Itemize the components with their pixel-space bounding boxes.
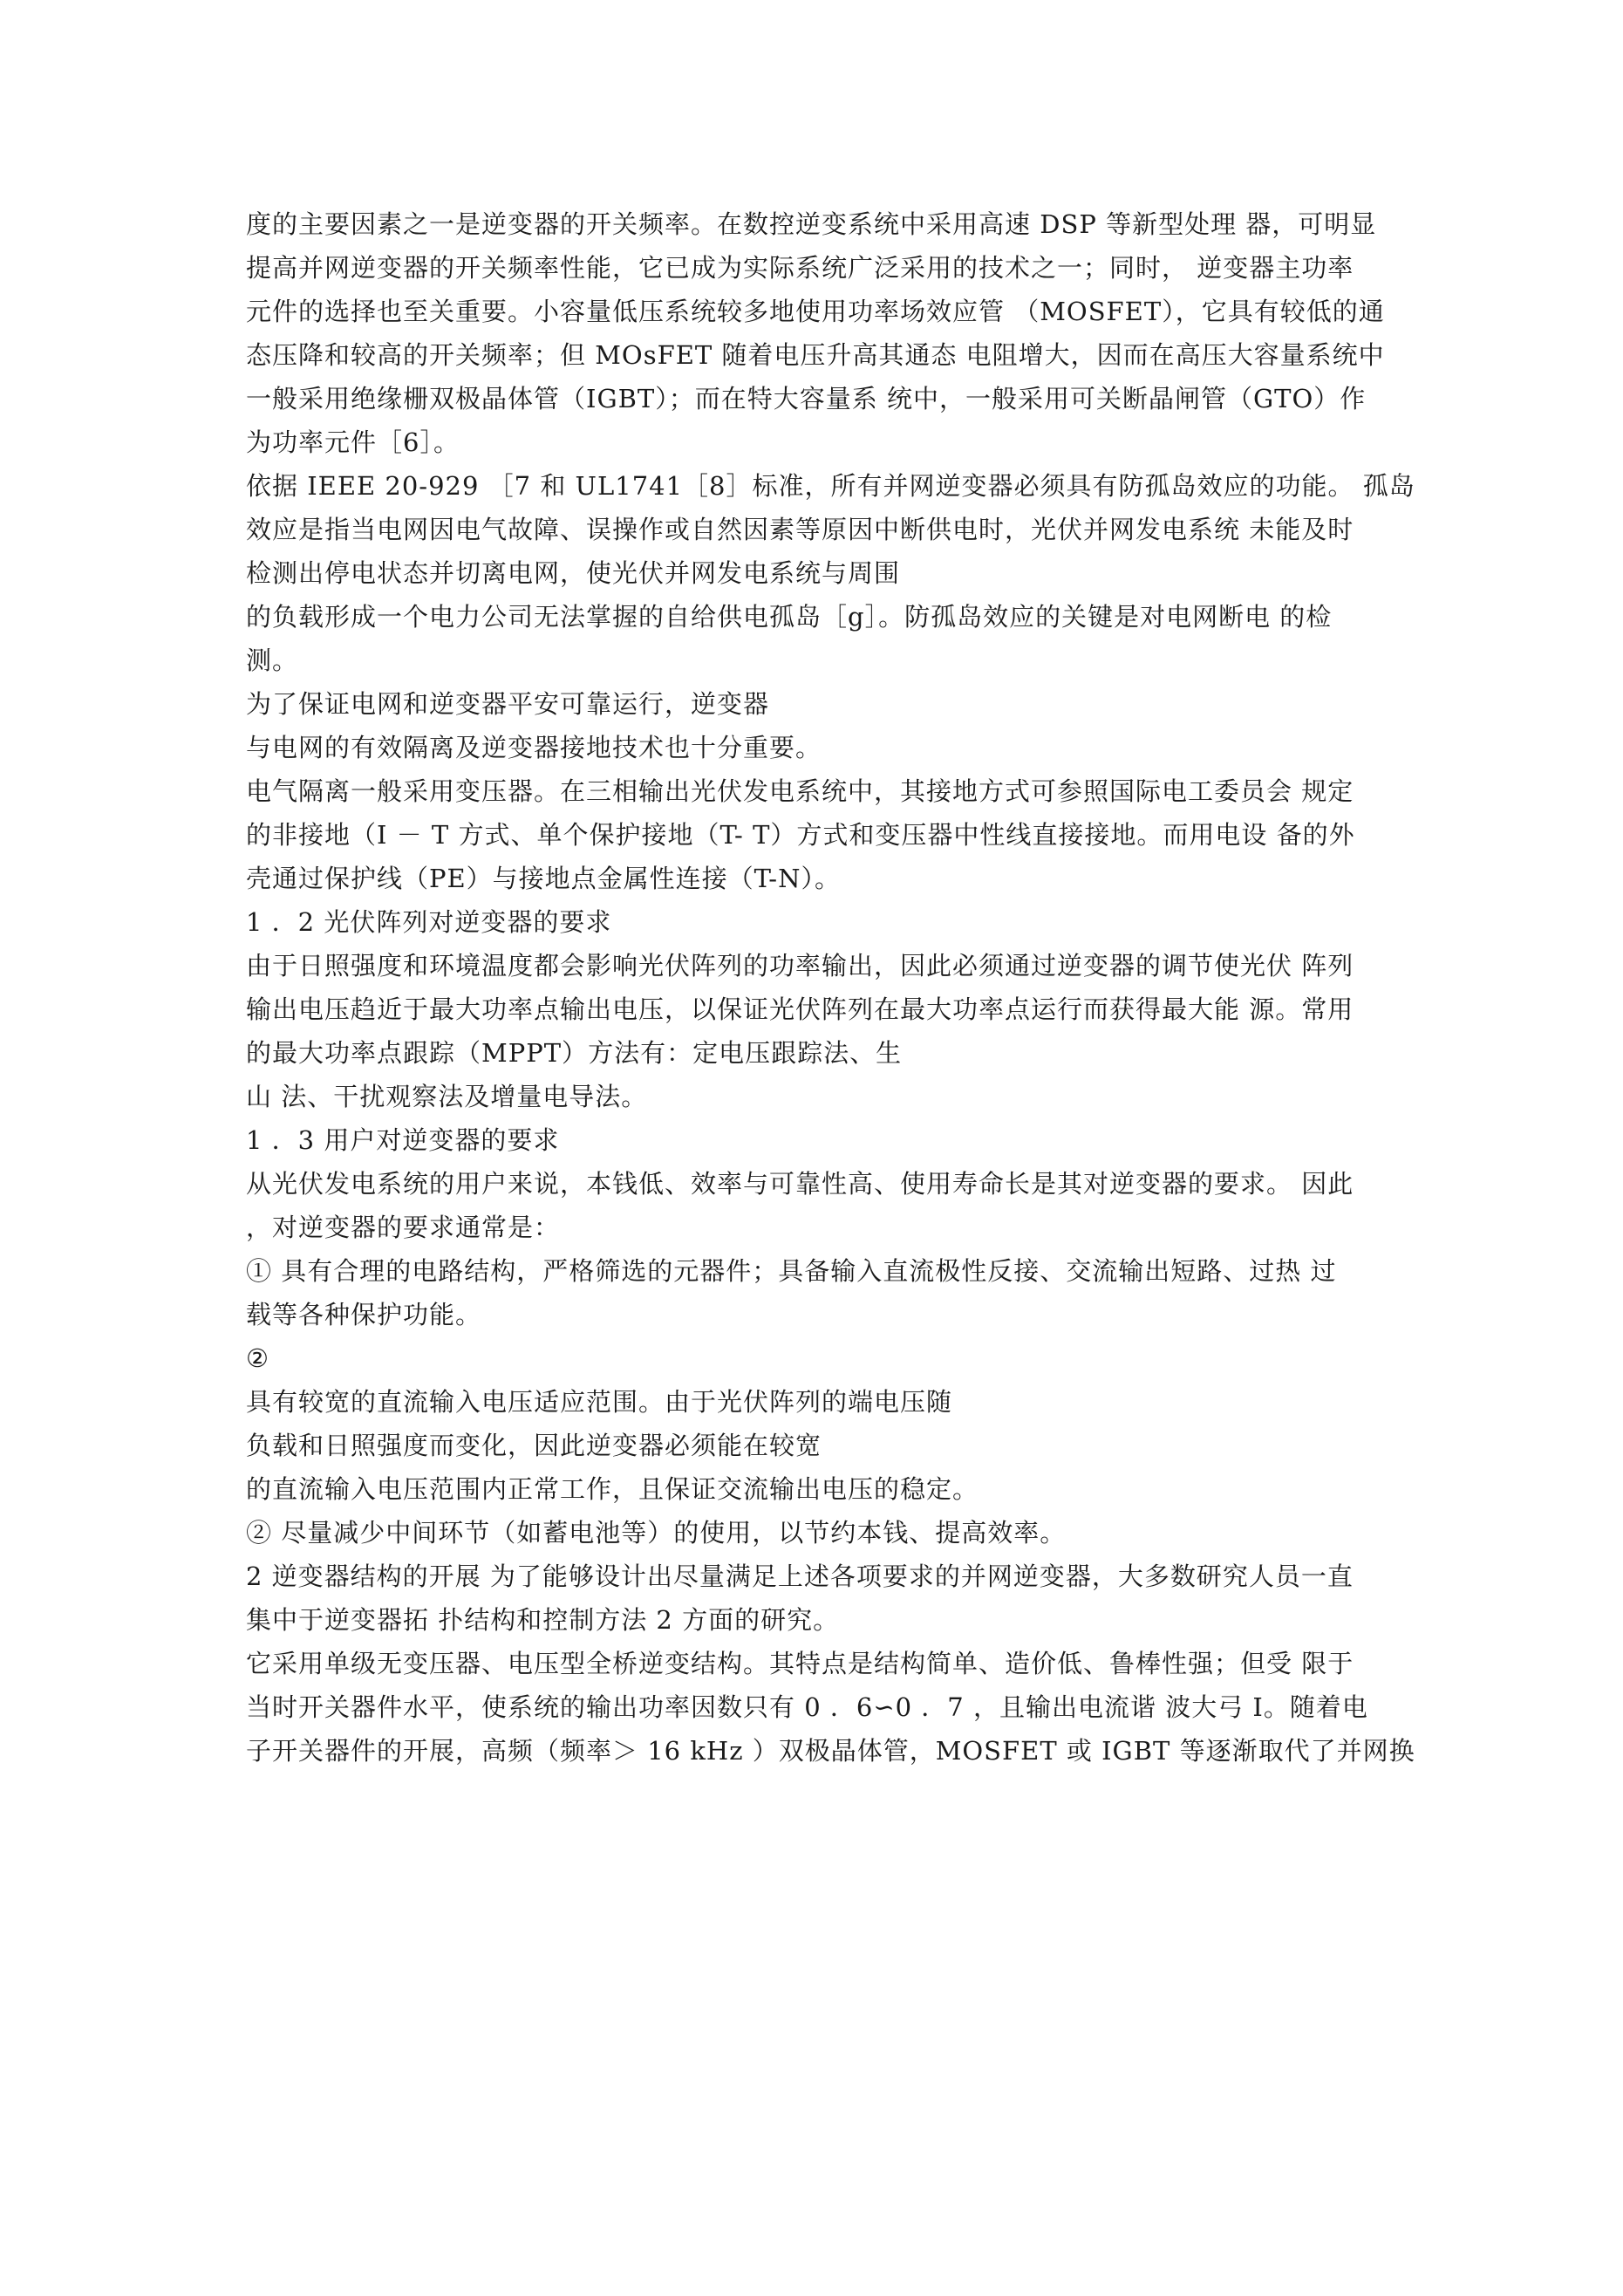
text-line: 山 法、干扰观察法及增量电导法。 [246, 1082, 648, 1111]
text-line: 一般采用绝缘栅双极晶体管（IGBT）；而在特大容量系 统中，一般采用可关断晶闸管（GTO）作 [246, 384, 1367, 413]
text-line: 测。 [246, 646, 299, 675]
text-line: 的直流输入电压范围内正常工作，且保证交流输出电压的稳定。 [246, 1474, 979, 1504]
list-item: ② 尽量减少中间环节（如蓄电池等）的使用，以节约本钱、提高效率。 [246, 1518, 1067, 1548]
text-line: 壳通过保护线（PE）与接地点金属性连接（T-N）。 [246, 864, 841, 893]
text-line: 效应是指当电网因电气故障、误操作或自然因素等原因中断供电时，光伏并网发电系统 未能及时 [246, 515, 1354, 544]
text-line: 从光伏发电系统的用户来说，本钱低、效率与可靠性高、使用寿命长是其对逆变器的要求。 因此 [246, 1169, 1354, 1199]
document-body [246, 202, 1415, 1773]
text-line: 它采用单级无变压器、电压型全桥逆变结构。其特点是结构简单、造价低、鲁棒性强；但受 限于 [246, 1649, 1354, 1678]
text-line: 的负载形成一个电力公司无法掌握的自给供电孤岛［g］。防孤岛效应的关键是对电网断电 的检 [246, 602, 1333, 632]
text-line: 为了保证电网和逆变器平安可靠运行，逆变器 [246, 689, 770, 719]
text-line: 的最大功率点跟踪（MPPT）方法有：定电压跟踪法、生 [246, 1038, 903, 1068]
list-item: ① 具有合理的电路结构，严格筛选的元器件；具备输入直流极性反接、交流输出短路、过热 过 [246, 1256, 1337, 1286]
text-line: 元件的选择也至关重要。小容量低压系统较多地使用功率场效应管 （MOSFET），它具有较低的通 [246, 297, 1385, 326]
text-line: 载等各种保护功能。 [246, 1300, 482, 1329]
text-line: 度的主要因素之一是逆变器的开关频率。在数控逆变系统中采用高速 DSP 等新型处理 器，可明显 [246, 209, 1377, 239]
text-line: 负载和日照强度而变化，因此逆变器必须能在较宽 [246, 1431, 822, 1460]
text-line: 态压降和较高的开关频率；但 MOsFET 随着电压升高其通态 电阻增大，因而在高压大容量系统中 [246, 340, 1385, 370]
text-line: 集中于逆变器拓 扑结构和控制方法 2 方面的研究。 [246, 1605, 840, 1635]
text-line: 检测出停电状态并切离电网，使光伏并网发电系统与周围 [246, 558, 901, 588]
section-heading: 1 ．2 光伏阵列对逆变器的要求 [246, 907, 612, 937]
text-line: 提高并网逆变器的开关频率性能，它已成为实际系统广泛采用的技术之一；同时， 逆变器主功率 [246, 253, 1354, 283]
text-line: 电气隔离一般采用变压器。在三相输出光伏发电系统中，其接地方式可参照国际电工委员会 规定 [246, 776, 1354, 806]
section-heading: 2 逆变器结构的开展 为了能够设计出尽量满足上述各项要求的并网逆变器，大多数研究人员一直 [246, 1561, 1354, 1591]
text-line: 依据 IEEE 20-929 ［7 和 UL1741［8］标准，所有并网逆变器必须具有防孤岛效应的功能。 孤岛 [246, 471, 1415, 501]
text-line: 具有较宽的直流输入电压适应范围。由于光伏阵列的端电压随 [246, 1387, 953, 1417]
list-marker: ② [246, 1343, 269, 1373]
text-line: 由于日照强度和环境温度都会影响光伏阵列的功率输出，因此必须通过逆变器的调节使光伏 阵列 [246, 951, 1354, 981]
text-line: 的非接地（I － T 方式、单个保护接地（T- T）方式和变压器中性线直接接地。而用电设 备的外 [246, 820, 1355, 850]
text-line: 当时开关器件水平，使系统的输出功率因数只有 0 ．6∽0 ．7 ，且输出电流谐 波大弓 I。随着电 [246, 1692, 1368, 1722]
text-line: 为功率元件［6］。 [246, 427, 460, 457]
section-heading: 1 ．3 用户对逆变器的要求 [246, 1125, 560, 1155]
text-line: ，对逆变器的要求通常是： [246, 1213, 561, 1242]
text-line: 输出电压趋近于最大功率点输出电压，以保证光伏阵列在最大功率点运行而获得最大能 源。常用 [246, 994, 1354, 1024]
text-line: 子开关器件的开展，高频（频率＞ 16 kHz ）双极晶体管，MOSFET 或 IGBT 等逐渐取代了并网换 [246, 1736, 1415, 1766]
text-line: 与电网的有效隔离及逆变器接地技术也十分重要。 [246, 733, 822, 762]
